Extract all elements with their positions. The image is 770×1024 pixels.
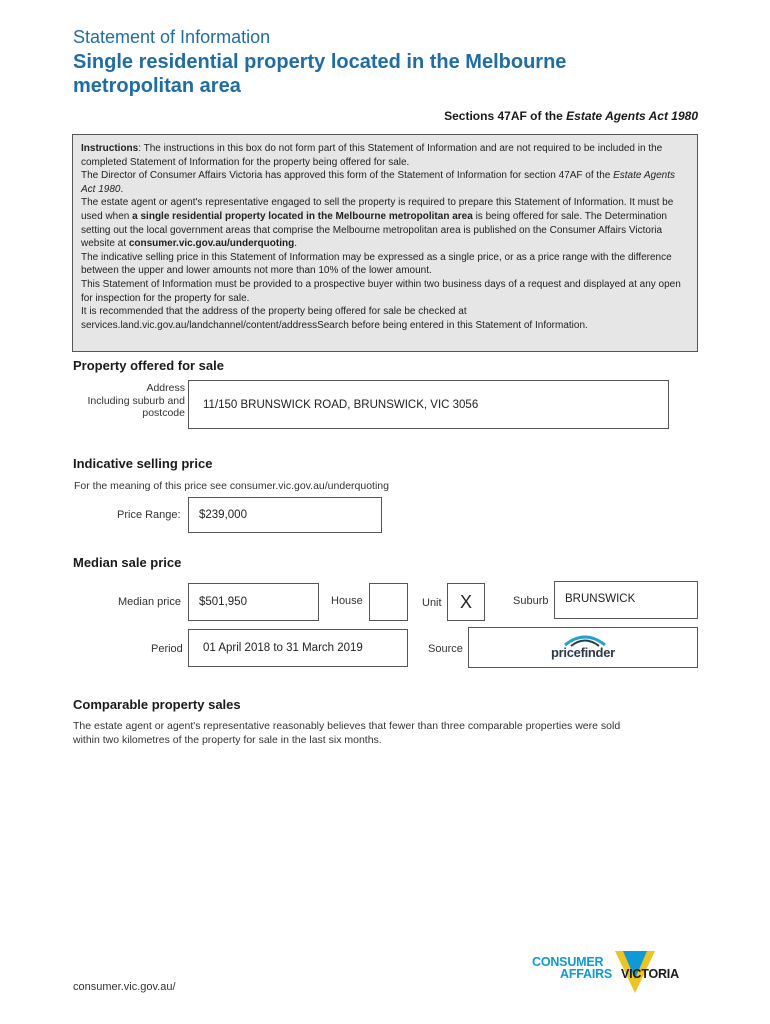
- indicative-note: For the meaning of this price see consumer.vic.gov.au/underquoting: [74, 480, 389, 492]
- act-reference-prefix: Sections 47AF of the: [444, 109, 567, 123]
- median-heading: Median sale price: [73, 555, 182, 570]
- comparable-text: [73, 719, 620, 747]
- cav-logo-line-2: AFFAIRS: [560, 967, 613, 981]
- suburb-label: Suburb: [513, 595, 549, 607]
- source-label: Source: [428, 643, 463, 655]
- address-label-line-2: Including suburb and: [87, 394, 185, 407]
- cav-logo: [530, 949, 690, 999]
- address-label-line-1: Address: [146, 382, 185, 394]
- instructions-p2-a: The Director of Consumer Affairs Victoria has approved this form of the Statement of Information for section 47AF of the: [81, 170, 614, 182]
- period-field[interactable]: 01 April 2018 to 31 March 2019: [188, 629, 408, 667]
- instructions-p3-bold: a single residential property located in the Melbourne metropolitan area: [132, 210, 473, 222]
- instructions-p5: This Statement of Information must be provided to a prospective buyer within two business days of a request and displayed at any open for inspection for the property for sale.: [81, 278, 681, 304]
- period-label: Period: [151, 643, 183, 655]
- instructions-p3-b: is being offered for sale. The Determination setting out the local government areas that comprise the Melbourne metropolitan area is published on the Consumer Affairs Victoria website at: [81, 210, 667, 250]
- act-name: Estate Agents Act 1980: [566, 109, 698, 123]
- source-field[interactable]: [468, 627, 698, 668]
- unit-checkbox[interactable]: X: [447, 583, 485, 621]
- price-range-label: Price Range:: [117, 509, 181, 521]
- unit-label: Unit: [422, 597, 442, 609]
- address-label: [60, 382, 185, 420]
- median-price-field[interactable]: $501,950: [188, 583, 319, 621]
- form-pretitle: Statement of Information: [73, 27, 271, 47]
- instructions-p3-a: The estate agent or agent's representative engaged to sell the property is required to prepare this Statement of Information. It must be used when: [81, 197, 674, 222]
- title-line-2: metropolitan area: [73, 75, 241, 97]
- underquoting-link[interactable]: consumer.vic.gov.au/underquoting: [128, 238, 295, 250]
- instructions-p3: [81, 196, 689, 250]
- instructions-p3-c: .: [294, 238, 297, 250]
- footer-url[interactable]: consumer.vic.gov.au/: [73, 981, 176, 993]
- comparable-heading: Comparable property sales: [73, 697, 241, 712]
- instructions-p1-text: : The instructions in this box do not form part of this Statement of Information and are not required to be included in the completed Statement of Information for the property being offered for sale.: [81, 143, 663, 168]
- cav-logo-line-1: CONSUMER: [532, 955, 604, 969]
- instructions-p6: It is recommended that the address of the property being offered for sale be checked at services.land.vic.gov.au/landchannel/content/addressSearch before being entered in this Statement of Information.: [81, 306, 588, 331]
- instructions-p2-b: .: [120, 183, 124, 195]
- house-label: House: [331, 595, 363, 607]
- comparable-text-line-2: within two kilometres of the property for sale in the last six months.: [73, 734, 382, 746]
- instructions-p1: [81, 142, 689, 169]
- address-label-line-3: postcode: [142, 407, 185, 419]
- median-price-label: Median price: [118, 596, 181, 608]
- comparable-text-line-1: The estate agent or agent's representative reasonably believes that fewer than three comparable properties were sold: [73, 720, 621, 732]
- instructions-label: Instructions: [81, 143, 139, 154]
- pricefinder-wordmark: pricefinder: [551, 645, 615, 660]
- suburb-field[interactable]: BRUNSWICK: [554, 581, 698, 619]
- page-title: [73, 50, 693, 98]
- house-checkbox[interactable]: [369, 583, 408, 621]
- act-reference: [444, 109, 698, 123]
- address-field[interactable]: 11/150 BRUNSWICK ROAD, BRUNSWICK, VIC 3056: [188, 380, 669, 429]
- instructions-box: [72, 134, 698, 352]
- title-line-1: Single residential property located in the Melbourne: [73, 51, 567, 73]
- instructions-p4: The indicative selling price in this Statement of Information may be expressed as a single price, or as a price range with the difference between the upper and lower amounts not more than 10% of the lower amount.: [81, 251, 672, 277]
- indicative-heading: Indicative selling price: [73, 456, 213, 471]
- price-range-field[interactable]: $239,000: [188, 497, 382, 533]
- instructions-p2-act: Estate Agents Act 1980: [81, 170, 675, 195]
- property-heading: Property offered for sale: [73, 358, 224, 373]
- instructions-p2: [81, 169, 689, 196]
- cav-logo-line-3: VICTORIA: [621, 967, 679, 981]
